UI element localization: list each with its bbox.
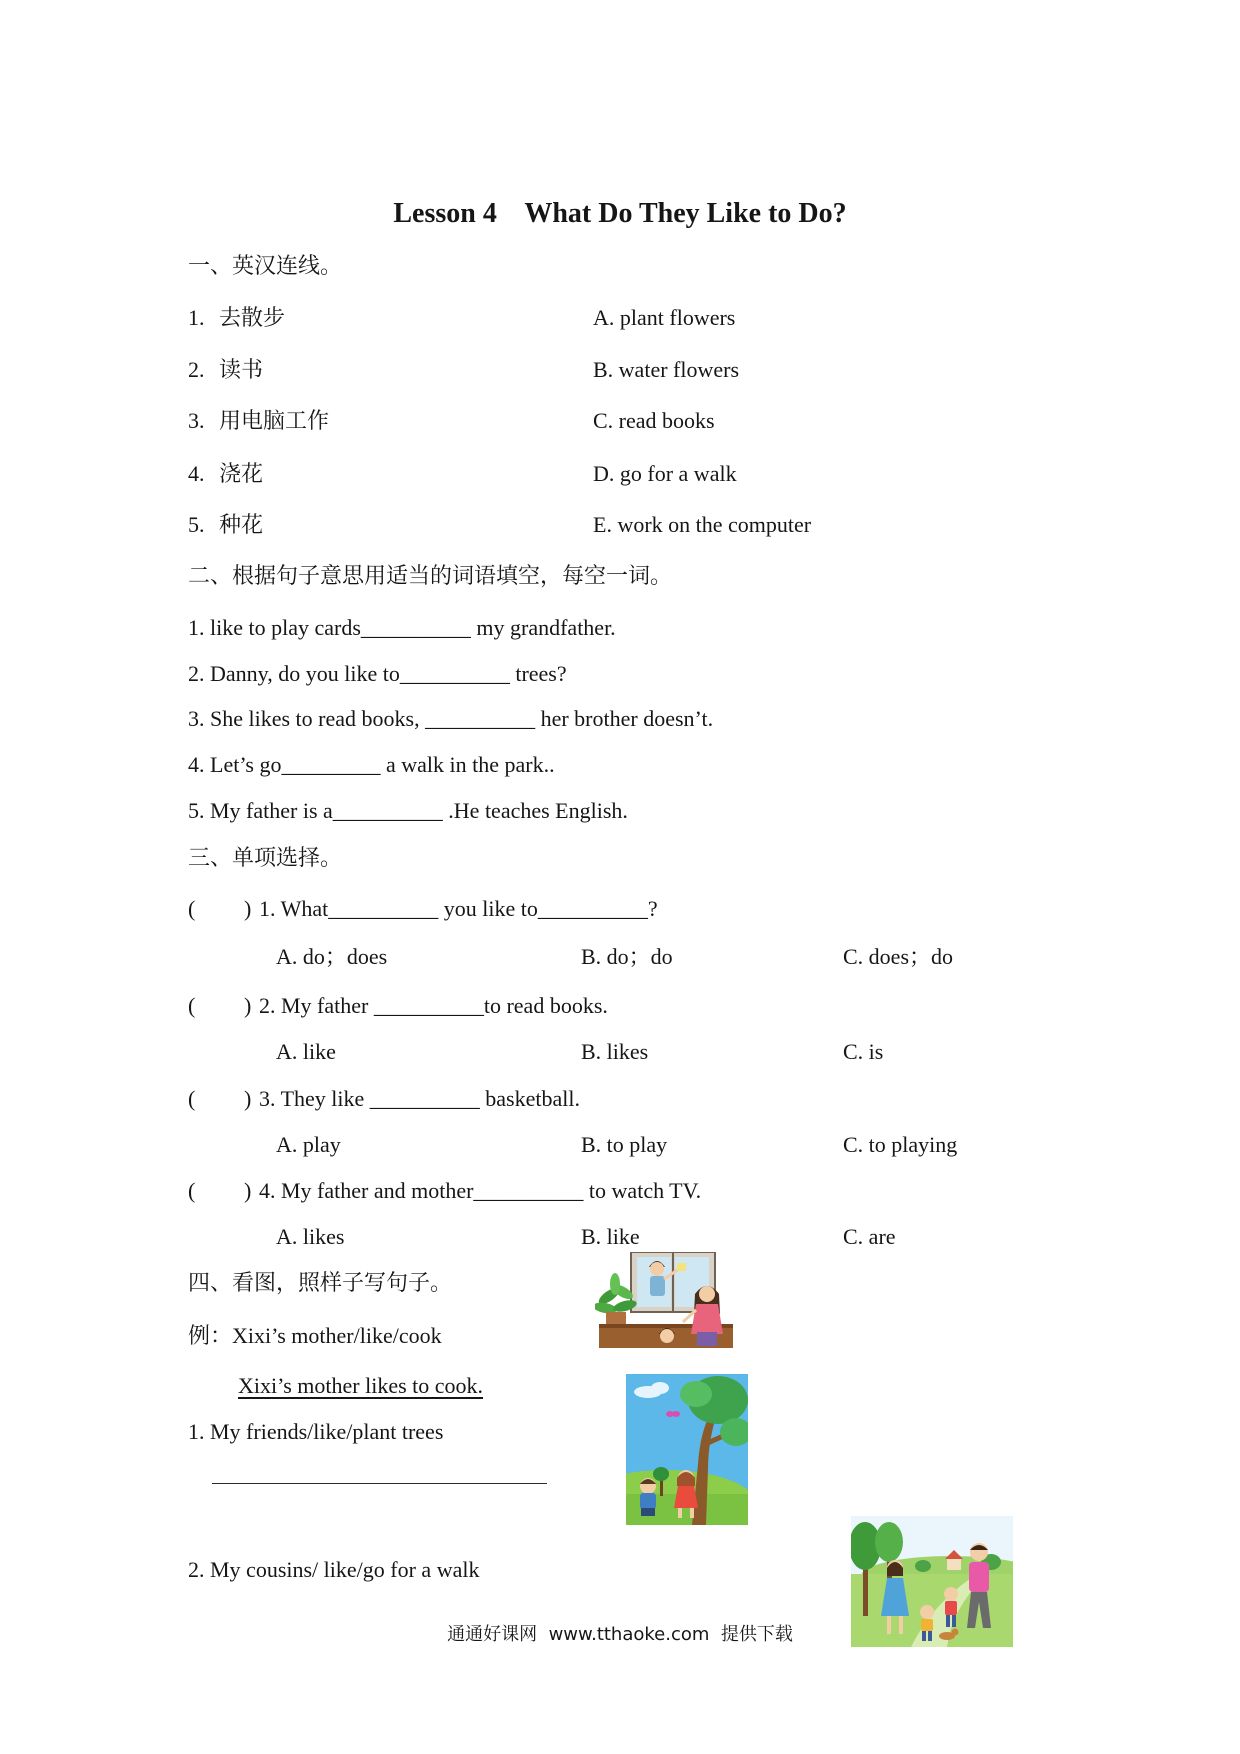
fill-blank-item: 5. My father is a__________ .He teaches English. xyxy=(188,798,628,823)
match-right-item: B. water flowers xyxy=(593,357,740,382)
answer-bracket-open: ( xyxy=(188,993,196,1018)
match-left-item: 读书 xyxy=(219,357,264,382)
match-right-item: E. work on the computer xyxy=(593,512,812,537)
option-a: A. play xyxy=(276,1132,341,1157)
answer-bracket-close: ) xyxy=(244,1178,252,1203)
match-left-number: 2. xyxy=(188,357,205,382)
answer-bracket-close: ) xyxy=(244,993,252,1018)
option-b: B. do；do xyxy=(581,944,673,969)
question-stem: 1. What__________ you like to__________? xyxy=(259,896,658,921)
option-c: C. does；do xyxy=(843,944,954,969)
fill-blank-item: 4. Let’s go_________ a walk in the park.. xyxy=(188,752,555,777)
match-left-number: 3. xyxy=(188,408,205,433)
answer-bracket-open: ( xyxy=(188,896,196,921)
picture-prompt: 1. My friends/like/plant trees xyxy=(188,1419,444,1444)
option-b: B. like xyxy=(581,1224,640,1249)
example-prompt: 例：Xixi’s mother/like/cook xyxy=(188,1323,442,1348)
option-b: B. to play xyxy=(581,1132,668,1157)
lesson-title: Lesson 4 What Do They Like to Do? xyxy=(393,198,847,229)
question-stem: 4. My father and mother__________ to watch TV. xyxy=(259,1178,702,1203)
illustration-window-cleaning xyxy=(595,1252,733,1348)
option-c: C. are xyxy=(843,1224,896,1249)
option-b: B. likes xyxy=(581,1039,649,1064)
answer-bracket-open: ( xyxy=(188,1086,196,1111)
boy xyxy=(640,1478,656,1516)
match-left-item: 用电脑工作 xyxy=(219,408,330,433)
answer-bracket-close: ) xyxy=(244,896,252,921)
match-left-number: 4. xyxy=(188,461,205,486)
answer-bracket-close: ) xyxy=(244,1086,252,1111)
section2-heading: 二、根据句子意思用适当的词语填空，每空一词。 xyxy=(188,563,673,588)
option-c: C. is xyxy=(843,1039,884,1064)
section1-heading: 一、英汉连线。 xyxy=(188,253,343,278)
fill-blank-item: 2. Danny, do you like to__________ trees? xyxy=(188,661,567,686)
match-right-item: C. read books xyxy=(593,408,715,433)
option-c: C. to playing xyxy=(843,1132,958,1157)
match-left-item: 浇花 xyxy=(219,461,264,486)
footer-credit: 通通好课网 www.tthaoke.com 提供下载 xyxy=(447,1624,793,1645)
picture-prompt: 2. My cousins/ like/go for a walk xyxy=(188,1557,480,1582)
question-stem: 2. My father __________to read books. xyxy=(259,993,608,1018)
match-right-item: A. plant flowers xyxy=(593,305,736,330)
fill-blank-item: 1. like to play cards__________ my grandfather. xyxy=(188,615,616,640)
match-left-item: 去散步 xyxy=(219,305,286,330)
match-left-number: 1. xyxy=(188,305,205,330)
section3-heading: 三、单项选择。 xyxy=(188,845,343,870)
question-stem: 3. They like __________ basketball. xyxy=(259,1086,580,1111)
illustration-planting-trees xyxy=(626,1374,748,1525)
example-answer: Xixi’s mother likes to cook. xyxy=(238,1373,484,1398)
option-a: A. like xyxy=(276,1039,336,1064)
section4-heading: 四、看图，照样子写句子。 xyxy=(188,1270,453,1295)
option-a: A. do；does xyxy=(276,944,388,969)
answer-line xyxy=(212,1483,547,1484)
fill-blank-item: 3. She likes to read books, __________ her brother doesn’t. xyxy=(188,706,714,731)
match-right-item: D. go for a walk xyxy=(593,461,737,486)
match-left-item: 种花 xyxy=(219,512,264,537)
option-a: A. likes xyxy=(276,1224,345,1249)
match-left-number: 5. xyxy=(188,512,205,537)
answer-bracket-open: ( xyxy=(188,1178,196,1203)
